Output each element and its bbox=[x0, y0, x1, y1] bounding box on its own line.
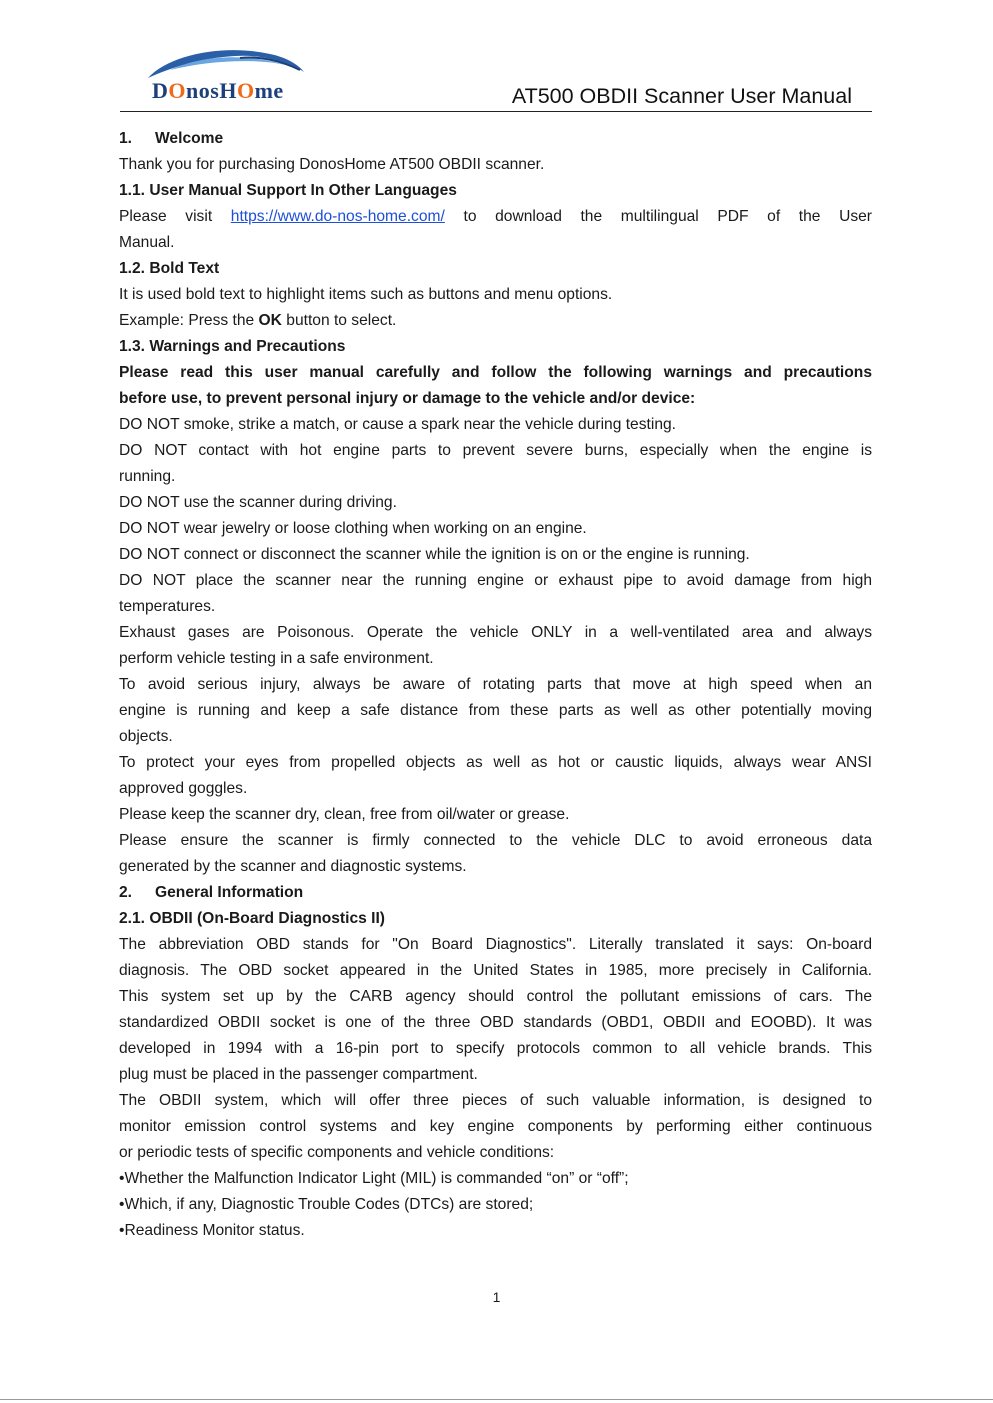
donoshome-logo bbox=[140, 40, 310, 110]
warning-line: DO NOT connect or disconnect the scanner while the ignition is on or the engine is running. bbox=[119, 546, 750, 563]
document-title: AT500 OBDII Scanner User Manual bbox=[511, 84, 852, 108]
example-line: Example: Press the OK button to select. bbox=[119, 312, 397, 329]
warning-line: running. bbox=[119, 468, 176, 485]
bullet-item: •Which, if any, Diagnostic Trouble Codes (DTCs) are stored; bbox=[119, 1196, 534, 1213]
warning-intro: Please read this user manual carefully and follow the following warnings and precautions bbox=[119, 364, 872, 381]
paragraph: Please visit https://www.do-nos-home.com/ to download the multilingual PDF of the User bbox=[119, 208, 872, 225]
subsection-heading: 1.2. Bold Text bbox=[119, 260, 220, 277]
paragraph: It is used bold text to highlight items such as buttons and menu options. bbox=[119, 286, 613, 303]
logo-wordmark: DOnosHOme bbox=[152, 78, 284, 103]
car-swoosh-icon bbox=[140, 40, 310, 82]
obd-paragraph-line: This system set up by the CARB agency should control the pollutant emissions of cars. The bbox=[119, 988, 872, 1005]
section-heading-general-information: 2. General Information bbox=[119, 884, 304, 901]
warning-line: Exhaust gases are Poisonous. Operate the vehicle ONLY in a well-ventilated area and always bbox=[119, 624, 872, 641]
warning-line: To avoid serious injury, always be aware of rotating parts that move at high speed when an bbox=[119, 676, 872, 693]
warning-line: engine is running and keep a safe distance from these parts as well as other potentially moving bbox=[119, 702, 872, 719]
warning-line: generated by the scanner and diagnostic systems. bbox=[119, 858, 467, 875]
warning-line: DO NOT wear jewelry or loose clothing when working on an engine. bbox=[119, 520, 587, 537]
website-link[interactable]: https://www.do-nos-home.com/ bbox=[230, 208, 445, 225]
page-bottom-edge bbox=[0, 1399, 993, 1400]
subsection-heading: 1.3. Warnings and Precautions bbox=[119, 338, 346, 355]
bullet-item: •Whether the Malfunction Indicator Light (MIL) is commanded “on” or “off”; bbox=[119, 1170, 629, 1187]
obd-paragraph-line: The OBDII system, which will offer three pieces of such valuable information, is designed to bbox=[119, 1092, 872, 1109]
obd-paragraph-line: monitor emission control systems and key engine components by performing either continuous bbox=[119, 1118, 872, 1135]
warning-line: Please keep the scanner dry, clean, free from oil/water or grease. bbox=[119, 806, 570, 823]
warning-line: DO NOT contact with hot engine parts to prevent severe burns, especially when the engine is bbox=[119, 442, 872, 459]
obd-paragraph-line: developed in 1994 with a 16-pin port to specify protocols common to all vehicle brands. This bbox=[119, 1040, 872, 1057]
obd-paragraph-line: diagnosis. The OBD socket appeared in the United States in 1985, more precisely in California. bbox=[119, 962, 872, 979]
header-divider bbox=[120, 111, 872, 112]
obd-paragraph-line: standardized OBDII socket is one of the three OBD standards (OBD1, OBDII and EOOBD). It was bbox=[119, 1014, 872, 1031]
subsection-heading: 2.1. OBDII (On-Board Diagnostics II) bbox=[119, 910, 385, 927]
warning-line: DO NOT use the scanner during driving. bbox=[119, 494, 397, 511]
warning-line: Please ensure the scanner is firmly connected to the vehicle DLC to avoid erroneous data bbox=[119, 832, 872, 849]
page-body bbox=[119, 126, 872, 1244]
obd-paragraph-line: plug must be placed in the passenger compartment. bbox=[119, 1066, 478, 1083]
page-header bbox=[120, 38, 872, 112]
warning-line: approved goggles. bbox=[119, 780, 248, 797]
paragraph: Thank you for purchasing DonosHome AT500 OBDII scanner. bbox=[119, 156, 545, 173]
page-number: 1 bbox=[492, 1289, 501, 1305]
paragraph-continuation: Manual. bbox=[119, 234, 175, 251]
obd-paragraph-line: or periodic tests of specific components and vehicle conditions: bbox=[119, 1144, 555, 1161]
warning-line: perform vehicle testing in a safe environment. bbox=[119, 650, 434, 667]
warning-line: To protect your eyes from propelled objects as well as hot or caustic liquids, always wear ANSI bbox=[119, 754, 872, 771]
subsection-heading: 1.1. User Manual Support In Other Languages bbox=[119, 182, 457, 199]
section-heading-welcome: 1. Welcome bbox=[119, 130, 224, 147]
bullet-item: •Readiness Monitor status. bbox=[119, 1222, 305, 1239]
warning-line: temperatures. bbox=[119, 598, 216, 615]
warning-line: DO NOT place the scanner near the running engine or exhaust pipe to avoid damage from high bbox=[119, 572, 872, 589]
warning-line: DO NOT smoke, strike a match, or cause a spark near the vehicle during testing. bbox=[119, 416, 676, 433]
warning-line: objects. bbox=[119, 728, 173, 745]
warning-intro: before use, to prevent personal injury or damage to the vehicle and/or device: bbox=[119, 390, 696, 407]
obd-paragraph-line: The abbreviation OBD stands for "On Board Diagnostics". Literally translated it says: On-board bbox=[119, 936, 872, 953]
